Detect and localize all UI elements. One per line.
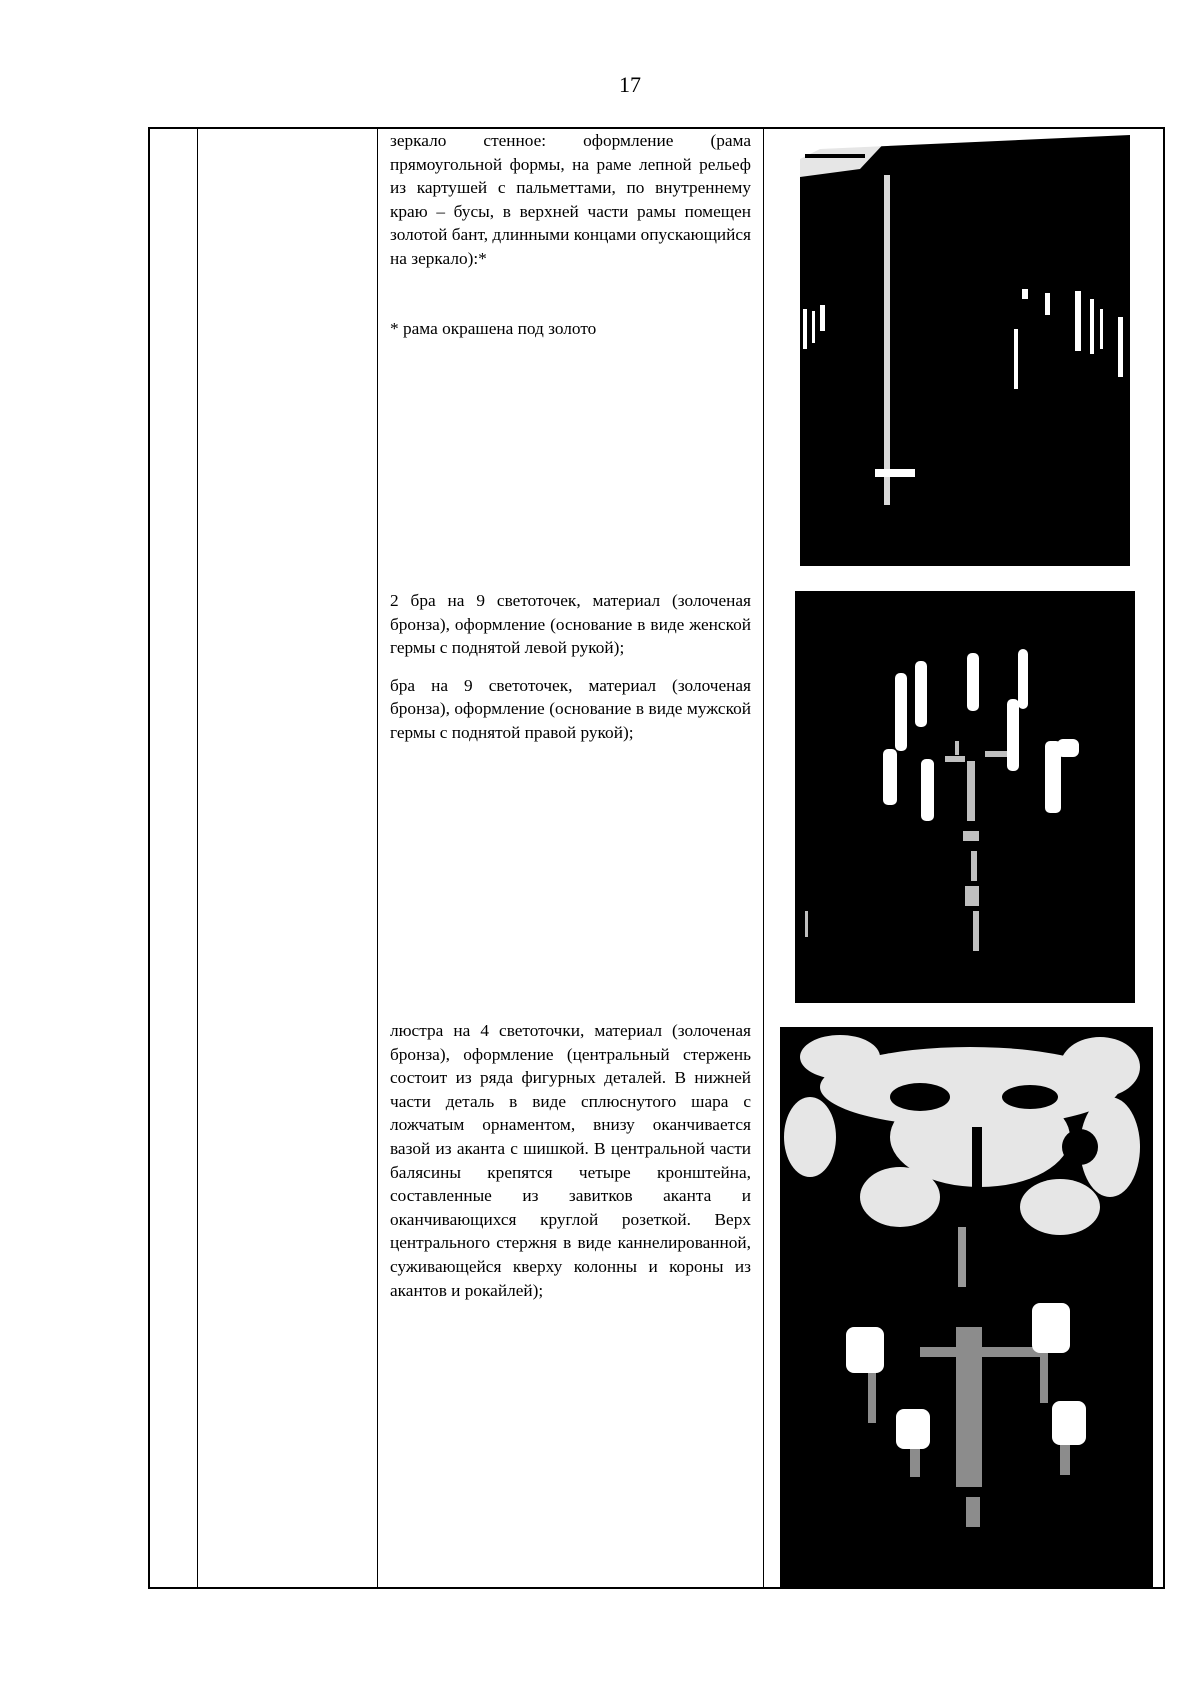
inventory-table	[148, 127, 1165, 1589]
description-paragraph: люстра на 4 светоточки, материал (золоченая бронза), оформление (центральный стержень состоит из ряда фигурных деталей. В нижней части деталь в виде сплюснутого шара с ложчатым орнаментом, внизу оканчивается вазой из аканта с шишкой. В центральной части балясины крепятся четыре кронштейна, составленные из завитков аканта и оканчивающихся круглой розеткой. Верх центрального стержня в виде каннелированной, суживающейся кверху колонны и короны из акантов и рокайлей);	[390, 1021, 751, 1300]
column-divider	[763, 129, 764, 1587]
description-note: * рама окрашена под золото	[390, 318, 597, 338]
chandelier-photo	[780, 1027, 1153, 1589]
mirror-photo	[800, 129, 1130, 566]
sconce-photo	[795, 591, 1135, 1003]
page-number: 17	[619, 72, 641, 97]
column-divider	[377, 129, 378, 1587]
item-description-chandelier	[390, 1019, 751, 1302]
chandelier-photo-image	[780, 1027, 1153, 1589]
column-divider	[197, 129, 198, 1587]
mirror-photo-image	[800, 129, 1130, 566]
item-description-sconces	[390, 589, 751, 745]
description-paragraph: 2 бра на 9 светоточек, материал (золоченая бронза), оформление (основание в виде женской гермы с поднятой левой рукой);	[390, 591, 751, 658]
sconce-photo-image	[795, 591, 1135, 1003]
item-description-mirror	[390, 129, 751, 340]
description-paragraph: зеркало стенное: оформление (рама прямоугольной формы, на раме лепной рельеф из картушей с пальметтами, по внутреннему краю – бусы, в верхней части рамы помещен золотой бант, длинными концами опускающийся на зеркало):*	[390, 131, 751, 268]
description-paragraph: бра на 9 светоточек, материал (золоченая бронза), оформление (основание в виде мужской гермы с поднятой правой рукой);	[390, 675, 751, 742]
